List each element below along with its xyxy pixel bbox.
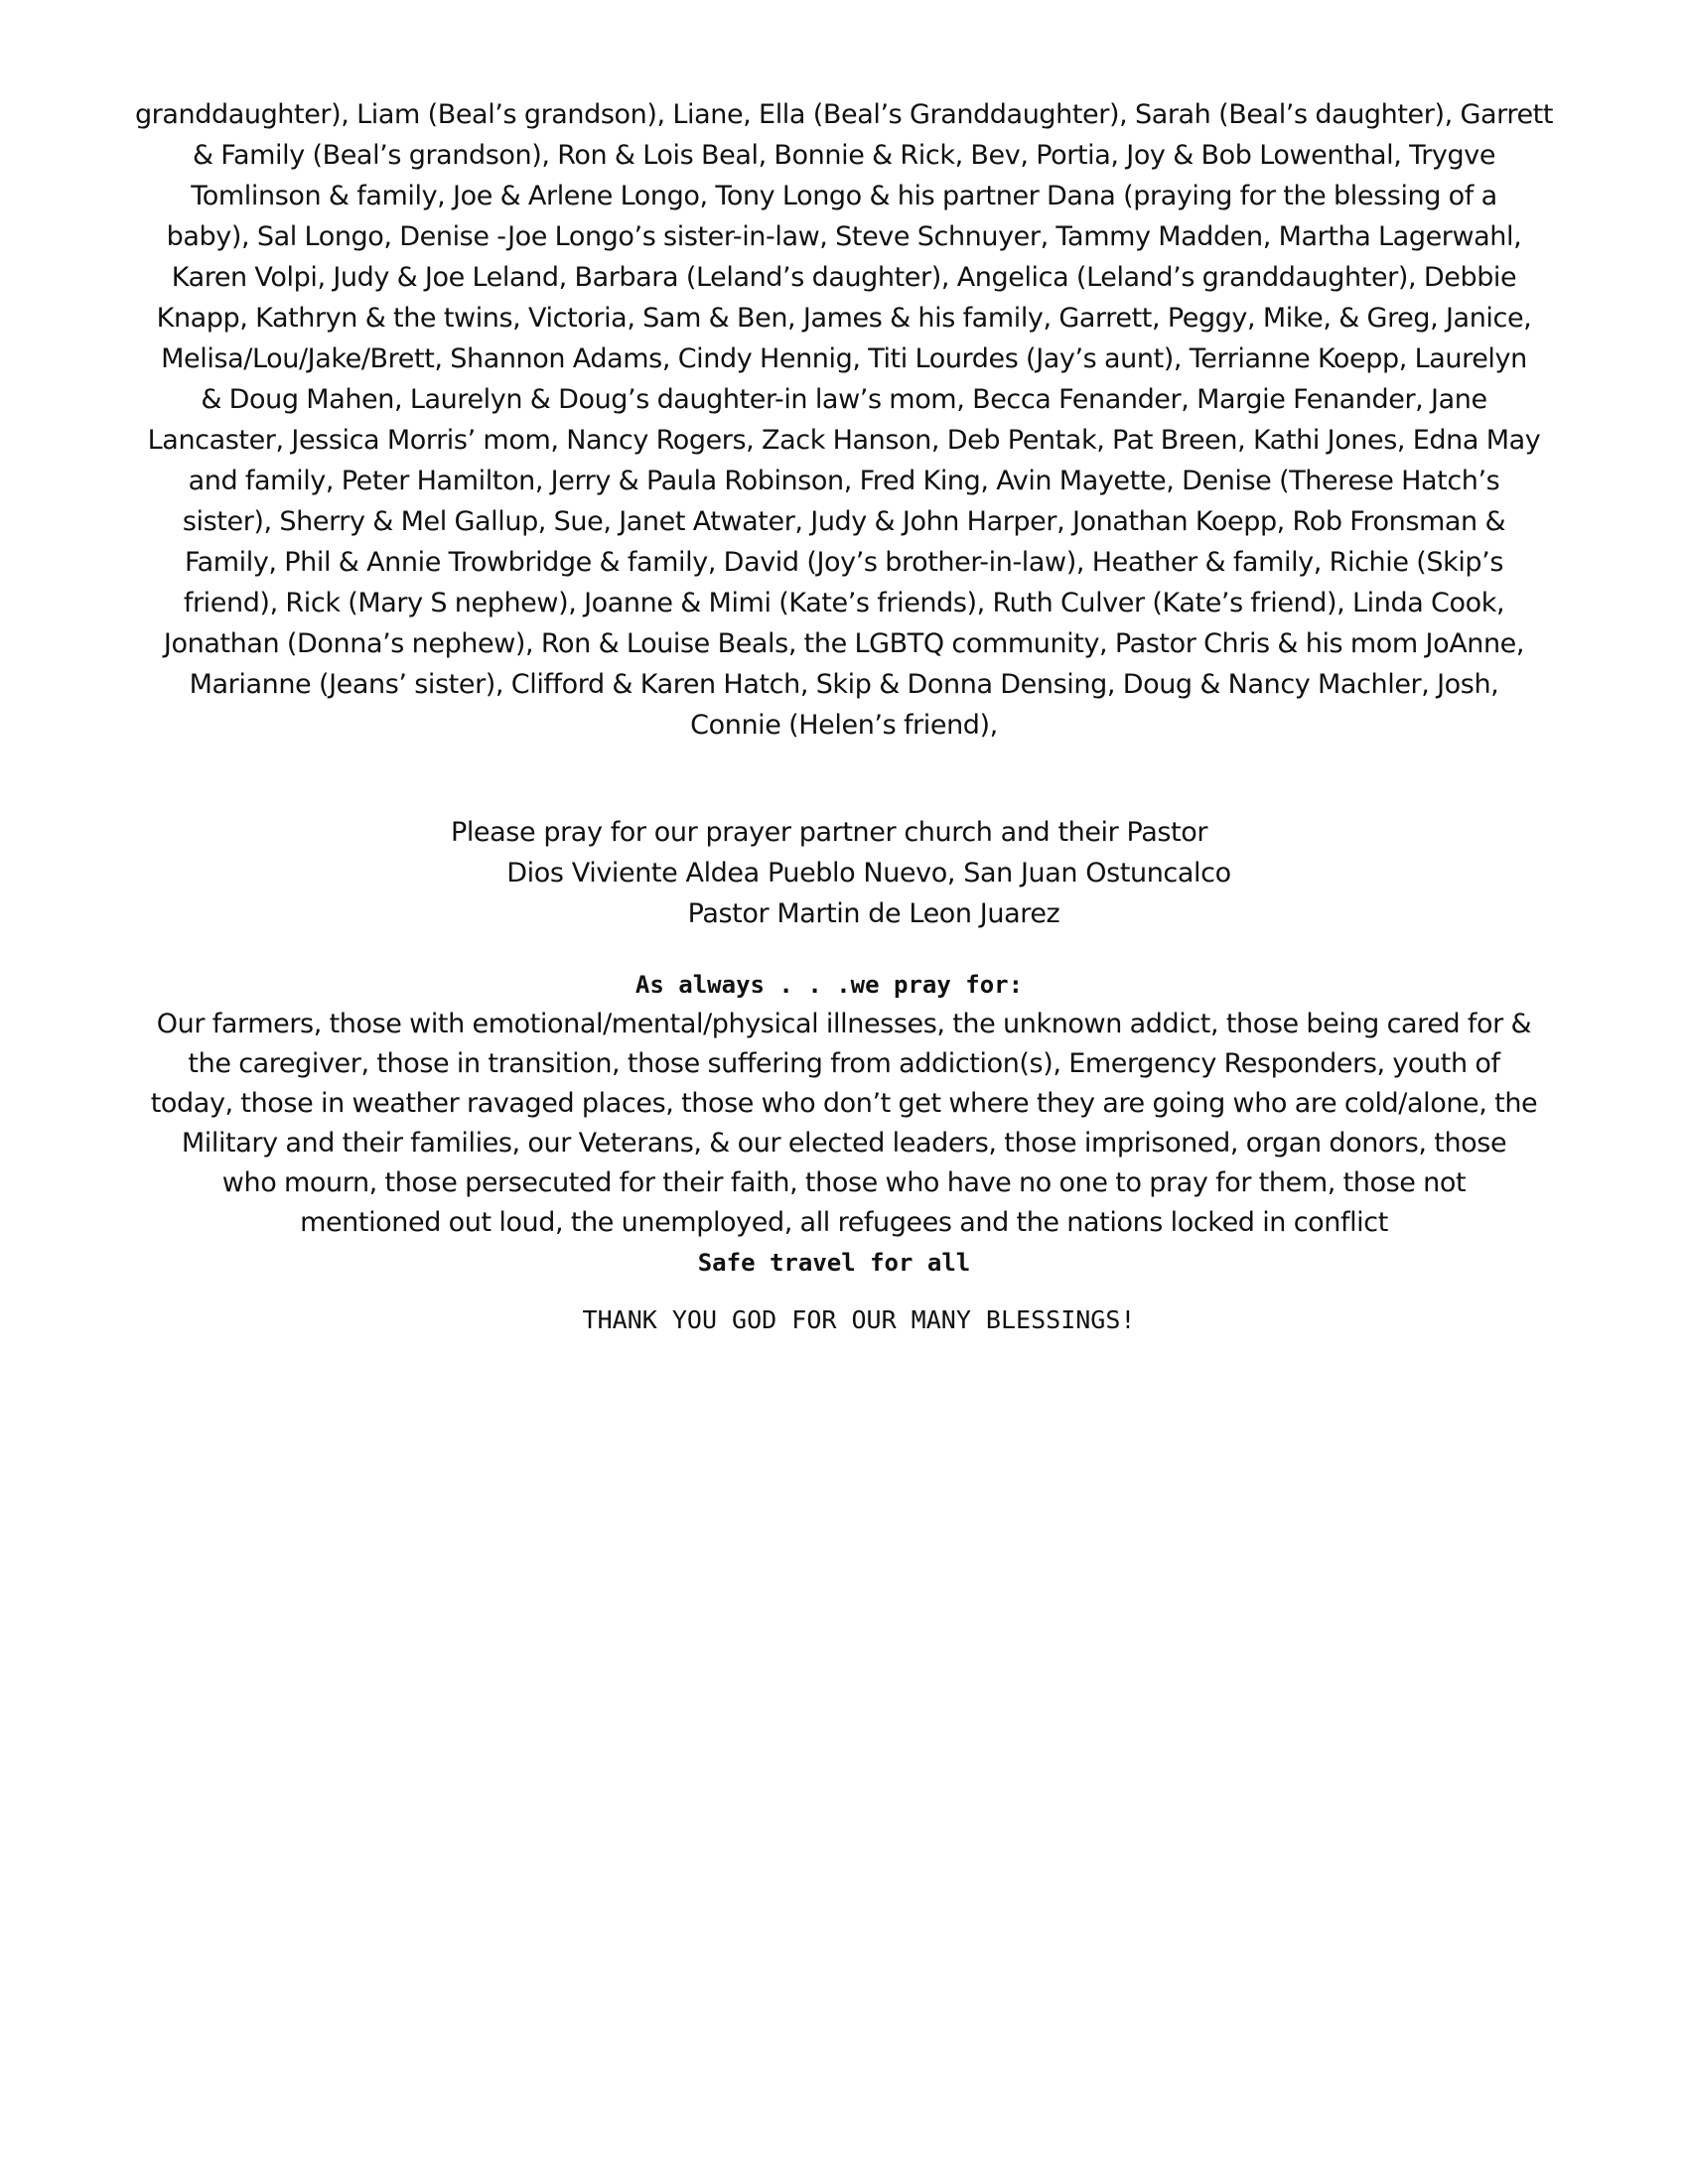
prayer-names-line: sister), Sherry & Mel Gallup, Sue, Janet Atwater, Judy & John Harper, Jonathan Koepp, Rob Fronsman & <box>182 506 1506 537</box>
prayer-names-line: Connie (Helen’s friend), <box>690 710 998 741</box>
prayer-names-line: Jonathan (Donna’s nephew), Ron & Louise Beals, the LGBTQ community, Pastor Chris & his mom JoAnne, <box>163 628 1525 659</box>
safe-travel-line: Safe travel for all <box>697 1249 971 1277</box>
prayer-names-line: & Family (Beal’s grandson), Ron & Lois Beal, Bonnie & Rick, Bev, Portia, Joy & Bob Lowenthal, Trygve <box>192 140 1496 171</box>
prayer-names-line: Melisa/Lou/Jake/Brett, Shannon Adams, Cindy Hennig, Titi Lourdes (Jay’s aunt), Terrianne Koepp, Laurelyn <box>161 343 1527 374</box>
prayer-names-line: Knapp, Kathryn & the twins, Victoria, Sam & Ben, James & his family, Garrett, Peggy, Mike, & Greg, Janice, <box>156 303 1532 334</box>
partner-church-request: Please pray for our prayer partner church and their Pastor <box>450 817 1208 848</box>
prayer-names-list <box>94 94 1594 746</box>
prayer-names-line: Lancaster, Jessica Morris’ mom, Nancy Rogers, Zack Hanson, Deb Pentak, Pat Breen, Kathi Jones, Edna May <box>147 425 1541 456</box>
prayer-names-line: and family, Peter Hamilton, Jerry & Paula Robinson, Fred King, Avin Mayette, Denise (Therese Hatch’s <box>188 466 1500 496</box>
as-always-line: Our farmers, those with emotional/mental/physical illnesses, the unknown addict, those being cared for & <box>156 1009 1532 1039</box>
partner-church-pastor: Pastor Martin de Leon Juarez <box>687 898 1060 929</box>
prayer-names-line: friend), Rick (Mary S nephew), Joanne & Mimi (Kate’s friends), Ruth Culver (Kate’s friend), Linda Cook, <box>183 588 1505 618</box>
as-always-line: mentioned out loud, the unemployed, all refugees and the nations locked in conflict <box>300 1207 1388 1238</box>
as-always-line: today, those in weather ravaged places, those who don’t get where they are going who are cold/alone, the <box>150 1088 1538 1119</box>
prayer-names-line: baby), Sal Longo, Denise -Joe Longo’s sister-in-law, Steve Schnuyer, Tammy Madden, Martha Lagerwahl, <box>166 221 1522 252</box>
closing-thanks: THANK YOU GOD FOR OUR MANY BLESSINGS! <box>582 1305 1136 1334</box>
as-always-line: who mourn, those persecuted for their faith, those who have no one to pray for them, those not <box>221 1167 1467 1198</box>
prayer-names-line: Tomlinson & family, Joe & Arlene Longo, Tony Longo & his partner Dana (praying for the blessing of a <box>191 181 1497 211</box>
as-always-line: the caregiver, those in transition, those suffering from addiction(s), Emergency Responders, youth of <box>188 1048 1500 1079</box>
prayer-names-line: & Doug Mahen, Laurelyn & Doug’s daughter-in law’s mom, Becca Fenander, Margie Fenander, Jane <box>201 384 1487 415</box>
partner-church-name: Dios Viviente Aldea Pueblo Nuevo, San Juan Ostuncalco <box>506 858 1231 888</box>
prayer-names-line: Marianne (Jeans’ sister), Clifford & Karen Hatch, Skip & Donna Densing, Doug & Nancy Machler, Josh, <box>189 669 1499 700</box>
prayer-names-line: granddaughter), Liam (Beal’s grandson), Liane, Ella (Beal’s Granddaughter), Sarah (Beal’s daughter), Garrett <box>134 99 1554 130</box>
as-always-heading: As always . . .we pray for: <box>634 971 1024 999</box>
partner-church-block <box>0 812 1688 934</box>
prayer-names-line: Family, Phil & Annie Trowbridge & family, David (Joy’s brother-in-law), Heather & family, Richie (Skip’s <box>184 547 1504 578</box>
as-always-line: Military and their families, our Veterans, & our elected leaders, those imprisoned, organ donors, those <box>181 1128 1507 1159</box>
prayer-names-line: Karen Volpi, Judy & Joe Leland, Barbara (Leland’s daughter), Angelica (Leland’s granddaughter), Debbie <box>171 262 1517 293</box>
as-always-list <box>94 1005 1594 1243</box>
